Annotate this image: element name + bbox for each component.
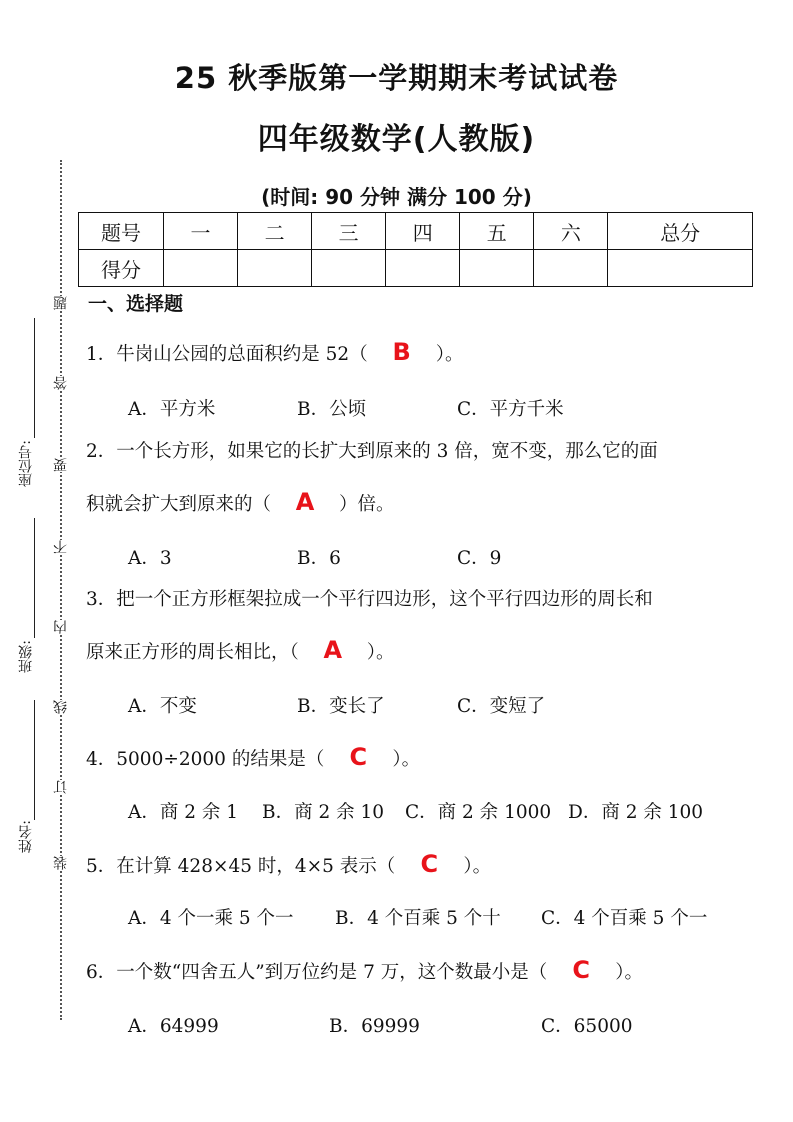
option-b: B．69999	[329, 1016, 420, 1037]
exam-title: 25 秋季版第一学期期末考试试卷	[174, 61, 619, 95]
question-text: ）。	[615, 962, 643, 983]
margin-notice-char: 要	[53, 458, 69, 472]
answer-mark: C	[572, 956, 591, 984]
score-cell[interactable]	[460, 250, 534, 287]
option-c: C．4 个百乘 5 个一	[541, 908, 708, 929]
table-header-cell: 三	[312, 213, 386, 250]
table-header-cell: 四	[386, 213, 460, 250]
score-cell[interactable]	[312, 250, 386, 287]
score-cell[interactable]	[164, 250, 238, 287]
table-header-cell: 六	[534, 213, 608, 250]
binding-dotted-line	[60, 160, 62, 1020]
option-c: C．65000	[541, 1016, 633, 1037]
question-1	[86, 338, 463, 366]
option-a: A．4 个一乘 5 个一	[128, 908, 294, 929]
question-text: 6．一个数“四舍五人”到万位约是 7 万，这个数最小是（	[86, 962, 548, 983]
question-text: ）。	[463, 856, 492, 877]
option-a: A．3	[128, 548, 172, 569]
option-a: A．不变	[128, 696, 197, 717]
answer-mark: B	[392, 338, 411, 366]
question-text: 1．牛岗山公园的总面积约是 52（	[86, 344, 368, 365]
question-text: ）。	[392, 749, 421, 770]
margin-notice-char: 不	[53, 540, 69, 554]
question-text: 4．5000÷2000 的结果是（	[86, 749, 325, 770]
margin-notice-char: 线	[53, 700, 69, 714]
question-5	[86, 850, 491, 878]
option-c: C．商 2 余 1000	[405, 802, 552, 823]
question-2-line-1: 2．一个长方形，如果它的长扩大到原来的 3 倍，宽不变，那么它的面	[86, 441, 658, 462]
score-table-header-row	[79, 213, 753, 250]
score-cell[interactable]	[534, 250, 608, 287]
option-d: D．商 2 余 100	[568, 802, 704, 823]
question-text: 5．在计算 428×45 时，4×5 表示（	[86, 856, 396, 877]
question-text: 原来正方形的周长相比，（	[86, 642, 299, 663]
margin-notice-char: 答	[53, 376, 69, 390]
margin-notice-char: 内	[53, 620, 69, 634]
section-title: 一、选择题	[88, 293, 184, 315]
answer-mark: C	[420, 850, 439, 878]
question-3-line-1: 3．把一个正方形框架拉成一个平行四边形，这个平行四边形的周长和	[86, 589, 653, 610]
option-b: B．商 2 余 10	[262, 802, 385, 823]
option-b: B．6	[297, 548, 341, 569]
question-text: ）倍。	[339, 494, 395, 515]
option-c: C．变短了	[457, 696, 546, 717]
seat-number-line	[34, 318, 35, 438]
option-a: A．平方米	[128, 399, 216, 420]
score-cell[interactable]	[386, 250, 460, 287]
score-cell[interactable]	[608, 250, 753, 287]
option-b: B．变长了	[297, 696, 385, 717]
option-c: C．9	[457, 548, 502, 569]
class-label: 班级:	[18, 640, 34, 673]
option-c: C．平方千米	[457, 399, 564, 420]
question-2-line-2	[86, 488, 395, 516]
class-line	[34, 518, 35, 638]
margin-notice-char: 订	[53, 780, 69, 794]
question-3-line-2	[86, 636, 395, 664]
score-table-score-row	[79, 250, 753, 287]
table-header-cell: 二	[238, 213, 312, 250]
option-b: B．公顷	[297, 399, 367, 420]
score-row-label: 得分	[79, 250, 164, 287]
question-text: ）。	[435, 344, 464, 365]
name-label: 姓名:	[18, 820, 34, 853]
table-header-cell: 五	[460, 213, 534, 250]
option-a: A．商 2 余 1	[128, 802, 239, 823]
question-text: 积就会扩大到原来的（	[86, 494, 272, 515]
option-a: A．64999	[128, 1016, 219, 1037]
margin-notice-char: 题	[53, 296, 69, 310]
question-4	[86, 743, 420, 771]
exam-time-info: (时间: 90 分钟 满分 100 分)	[261, 185, 532, 209]
question-6	[86, 956, 643, 984]
table-header-cell: 题号	[79, 213, 164, 250]
name-line	[34, 700, 35, 820]
answer-mark: A	[295, 488, 315, 516]
score-table	[78, 212, 753, 287]
option-b: B．4 个百乘 5 个十	[335, 908, 501, 929]
margin-notice-char: 装	[53, 856, 69, 870]
score-cell[interactable]	[238, 250, 312, 287]
question-text: ）。	[366, 642, 395, 663]
table-header-cell: 总分	[608, 213, 753, 250]
table-header-cell: 一	[164, 213, 238, 250]
answer-mark: A	[323, 636, 343, 664]
exam-subtitle: 四年级数学(人教版)	[257, 122, 536, 157]
seat-number-label: 座位号:	[18, 440, 34, 487]
answer-mark: C	[349, 743, 368, 771]
